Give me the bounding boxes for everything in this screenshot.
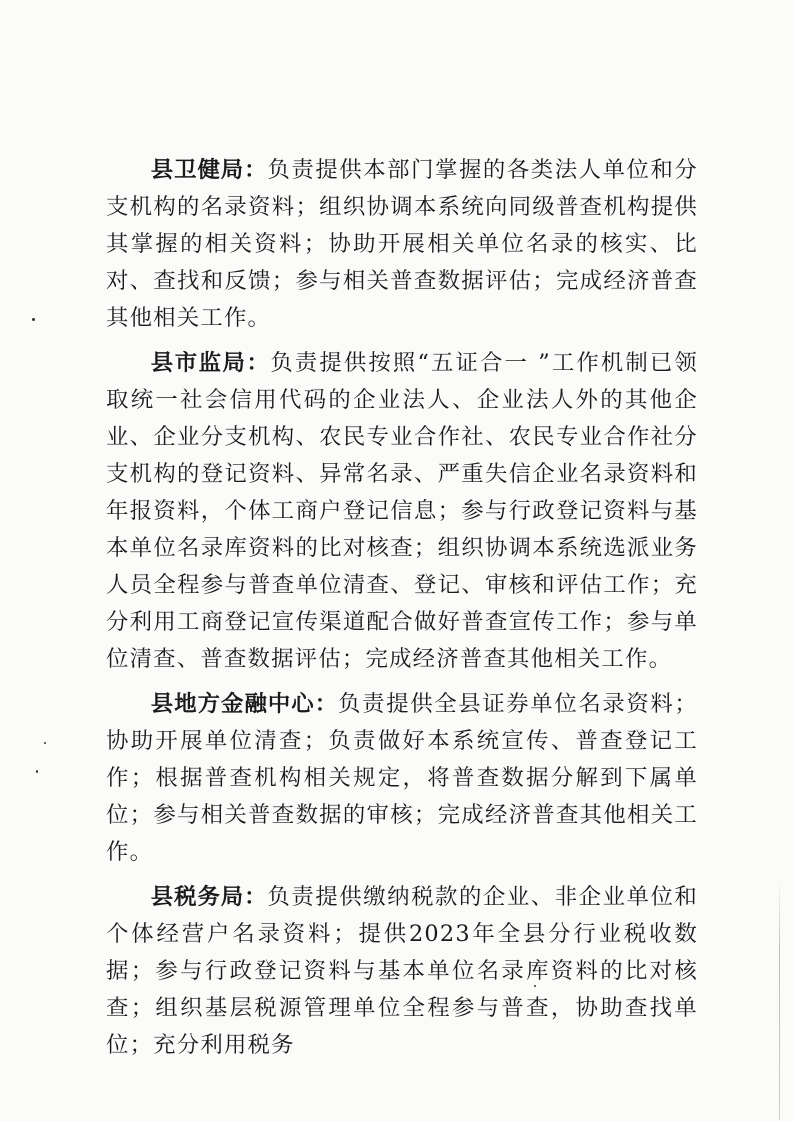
scan-edge-line [779,880,780,1120]
paragraph-text: 负责提供本部门掌握的各类法人单位和分支机构的名录资料；组织协调本系统向同级普查机构提供其掌握的相关资料；协助开展相关单位名录的核实、比对、查找和反馈；参与相关普查数据评估；完成经济普查其他相关工作。 [106,157,698,331]
paragraph-label: 县卫健局： [150,157,268,183]
paragraph-text: 负责提供缴纳税款的企业、非企业单位和个体经营户名录资料；提供2023年全县分行业税收数据；参与行政登记资料与基本单位名录库资料的比对核查；组织基层税源管理单位全程参与普查，协助查找单位；充分利用税务 [106,884,698,1058]
paragraph-finance-center [106,686,698,871]
scan-speck [534,985,536,987]
paragraph-tax-bureau [106,879,698,1064]
document-body [106,152,698,1072]
scan-speck [32,318,35,321]
scan-speck [44,742,46,744]
paragraph-label: 县市监局： [150,350,271,376]
scan-speck [36,770,38,773]
paragraph-text: 负责提供全县证券单位名录资料；协助开展单位清查；负责做好本系统宣传、普查登记工作；根据普查机构相关规定，将普查数据分解到下属单位；参与相关普查数据的审核；完成经济普查其他相关工作。 [106,691,699,865]
paragraph-label: 县地方金融中心： [150,691,339,717]
paragraph-market-supervision [106,345,698,678]
paragraph-text: 负责提供按照“五证合一 ”工作机制已领取统一社会信用代码的企业法人、企业法人外的其他企业、企业分支机构、农民专业合作社、农民专业合作社分支机构的登记资料、异常名录、严重失信企业名录资料和年报资料，个体工商户登记信息；参与行政登记资料与基本单位名录库资料的比对核查；组织协调本系统选派业务人员全程参与普查单位清查、登记、审核和评估工作；充分利用工商登记宣传渠道配合做好普查宣传工作；参与单位清查、普查数据评估；完成经济普查其他相关工作。 [106,350,699,672]
paragraph-health-bureau [106,152,698,337]
paragraph-label: 县税务局： [150,884,268,910]
